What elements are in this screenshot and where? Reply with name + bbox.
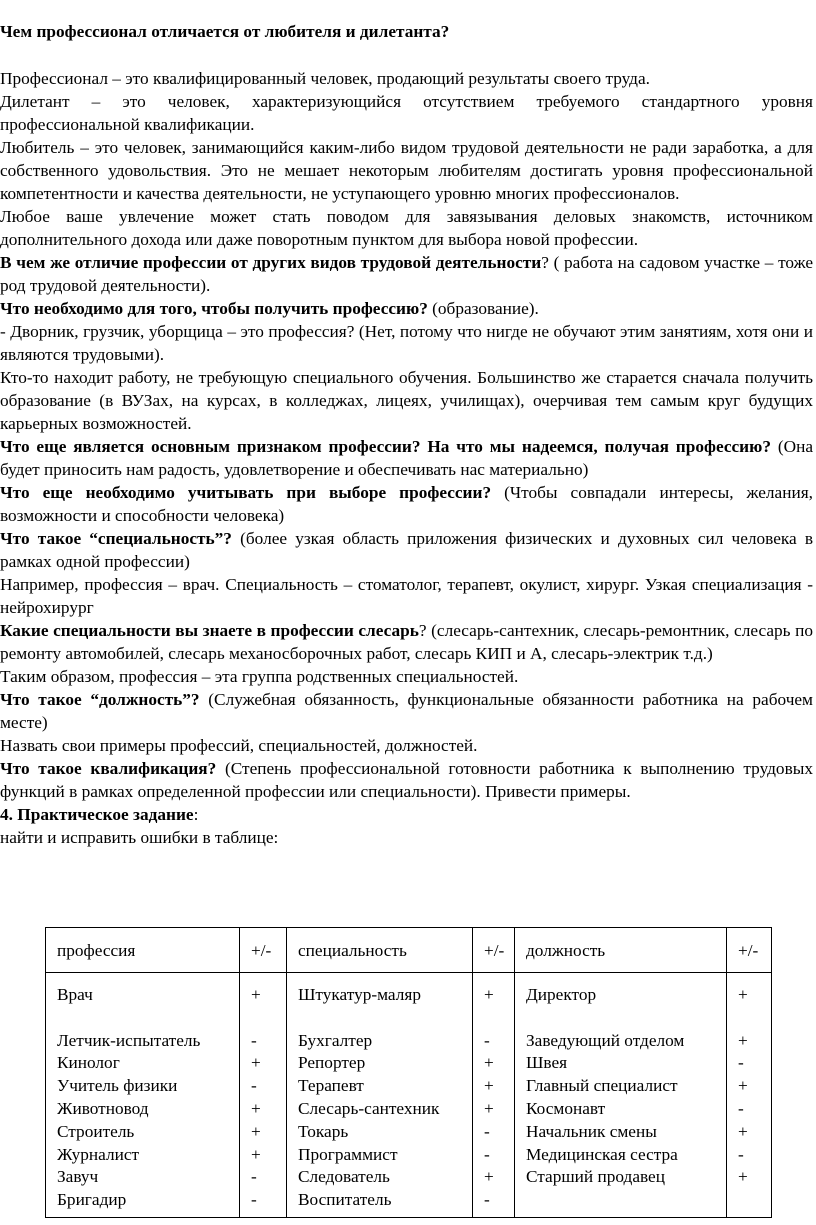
paragraph-conclusion: Таким образом, профессия – эта группа родственных специальностей. (0, 667, 519, 686)
table-mark: + (738, 1076, 748, 1096)
answer-text: (Она будет приносить нам радость, удовлетворение и обеспечивать нас материально) (0, 437, 813, 479)
table-item: Репортер (298, 1053, 366, 1073)
table-mark: + (484, 985, 494, 1004)
question-text: Какие специальности вы знаете в профессии слесарь (0, 621, 419, 640)
table-item: Бухгалтер (298, 1030, 373, 1050)
question-text: Что такое “специальность”? (0, 529, 232, 548)
answer-text: (Служебная обязанность, функциональные обязанности работника на рабочем месте) (0, 690, 813, 732)
table-mark: + (738, 985, 748, 1004)
question-qualification (0, 757, 813, 803)
paragraph-education: Кто-то находит работу, не требующую специального обучения. Большинство же старается сначала получить образование (в ВУЗах, на курсах, в колледжах, лицеях, училищах), очерчивая тем самым круг будущих карьерных возможностей. (0, 368, 813, 433)
table-mark: - (738, 1098, 744, 1118)
table-mark: + (484, 1098, 494, 1118)
paragraph-janitor: - Дворник, грузчик, уборщица – это профессия? (Нет, потому что нигде не обучают этим занятиям, хотя они и являются трудовыми). (0, 322, 813, 364)
question-text: Что необходимо для того, чтобы получить профессию? (0, 299, 428, 318)
paragraph-amateur: Любитель – это человек, занимающийся каким-либо видом трудовой деятельности не ради заработка, а для собственного удовольствия. Это не мешает некоторым любителям достигать уровня профессиональной компетентности и качества деятельности, не уступающего уровню многих профессионалов. (0, 138, 813, 203)
table-mark: - (484, 1121, 490, 1141)
table-item: Швея (526, 1053, 568, 1073)
table-item: Слесарь-сантехник (298, 1098, 440, 1118)
table-header-row (46, 928, 772, 973)
position-cell (515, 973, 727, 1218)
profession-mark-cell (240, 973, 287, 1218)
table-item: Заведующий отделом (526, 1030, 685, 1050)
table-item: Старший продавец (526, 1167, 665, 1187)
table-mark: + (251, 985, 261, 1004)
practical-task-heading (0, 803, 813, 826)
question-main-feature (0, 435, 813, 481)
answer-text: (более узкая область приложения физических и духовных сил человека в рамках одной профессии) (0, 529, 814, 571)
answer-text: (образование). (427, 299, 539, 318)
table-mark: - (484, 1144, 490, 1164)
header-mark: +/- (473, 928, 515, 973)
task-heading-colon: : (193, 805, 199, 824)
table-item: Директор (526, 985, 597, 1004)
table-item: Воспитатель (298, 1190, 392, 1210)
table-item: Следователь (298, 1167, 390, 1187)
paragraph-example-doctor: Например, профессия – врач. Специальность – стоматолог, терапевт, окулист, хирург. Узкая специализация - нейрохирург (0, 575, 813, 617)
table-mark: + (484, 1053, 494, 1073)
table-mark: + (251, 1053, 261, 1073)
table-item: Животновод (57, 1098, 149, 1118)
answer-text: (Чтобы совпадали интересы, желания, возможности и способности человека) (0, 483, 813, 525)
table-item: Строитель (57, 1121, 135, 1141)
table-item: Завуч (57, 1167, 99, 1187)
errors-table (45, 927, 772, 1218)
question-position (0, 688, 813, 734)
page-title: Чем профессионал отличается от любителя и дилетанта? (0, 22, 450, 41)
header-specialty: специальность (287, 928, 473, 973)
practical-task-instruction: найти и исправить ошибки в таблице: (0, 828, 279, 847)
table-mark: + (484, 1167, 494, 1187)
table-mark: - (251, 1190, 257, 1210)
header-position: должность (515, 928, 727, 973)
table-mark: + (251, 1144, 261, 1164)
table-item: Штукатур-маляр (298, 985, 421, 1004)
table-mark: + (251, 1121, 261, 1141)
header-mark: +/- (240, 928, 287, 973)
table-mark: - (484, 1190, 490, 1210)
table-mark: - (251, 1030, 257, 1050)
table-mark: + (251, 1098, 261, 1118)
table-item: Начальник смены (526, 1121, 657, 1141)
task-heading-text: 4. Практическое задание (0, 805, 194, 824)
answer-text: ? ( работа на садовом участке – тоже род трудовой деятельности). (0, 253, 814, 295)
table-item: Токарь (298, 1121, 349, 1141)
table-item: Бригадир (57, 1190, 127, 1210)
document-body (0, 67, 813, 849)
table-body-row (46, 973, 772, 1218)
specialty-mark-cell (473, 973, 515, 1218)
profession-cell (46, 973, 240, 1218)
question-text: Что еще является основным признаком профессии? На что мы надеемся, получая профессию? (0, 437, 771, 456)
question-text: Что такое квалификация? (0, 759, 217, 778)
table-item: Журналист (57, 1144, 140, 1164)
table-mark: + (738, 1167, 748, 1187)
paragraph-dilettante: Дилетант – это человек, характеризующийся отсутствием требуемого стандартного уровня профессиональной квалификации. (0, 92, 813, 134)
answer-text: (Степень профессиональной готовности работника к выполнению трудовых функций в рамках определенной профессии или специальности). Привести примеры. (0, 759, 813, 801)
table-item: Главный специалист (526, 1076, 678, 1096)
position-mark-cell (727, 973, 772, 1218)
question-locksmith (0, 619, 813, 665)
paragraph-examples-task: Назвать свои примеры профессий, специальностей, должностей. (0, 736, 478, 755)
question-text: Что такое “должность”? (0, 690, 200, 709)
paragraph-hobby: Любое ваше увлечение может стать поводом для завязывания деловых знакомств, источником дополнительного дохода или даже поворотным пунктом для выбора новой профессии. (0, 207, 813, 249)
table-item: Врач (57, 985, 93, 1004)
specialty-cell (287, 973, 473, 1218)
question-specialty (0, 527, 813, 573)
table-item: Космонавт (526, 1098, 606, 1118)
question-text: В чем же отличие профессии от других видов трудовой деятельности (0, 253, 542, 272)
table-mark: - (738, 1053, 744, 1073)
table-item: Медицинская сестра (526, 1144, 678, 1164)
table-mark: + (484, 1076, 494, 1096)
question-profession-difference (0, 251, 813, 297)
table-mark: + (738, 1030, 748, 1050)
table-mark: - (484, 1030, 490, 1050)
header-profession: профессия (46, 928, 240, 973)
question-choice-factors (0, 481, 813, 527)
table-mark: - (251, 1167, 257, 1187)
table-mark: - (251, 1076, 257, 1096)
answer-text: ? (слесарь-сантехник, слесарь-ремонтник, слесарь по ремонту автомобилей, слесарь механосборочных работ, слесарь КИП и А, слесарь-электрик т.д.) (0, 621, 813, 663)
header-mark: +/- (727, 928, 772, 973)
question-text: Что еще необходимо учитывать при выборе профессии? (0, 483, 492, 502)
table-item: Учитель физики (57, 1076, 178, 1096)
table-mark: - (738, 1144, 744, 1164)
table-item: Программист (298, 1144, 398, 1164)
table-item: Терапевт (298, 1076, 364, 1096)
question-get-profession (0, 297, 813, 320)
table-item: Летчик-испытатель (57, 1030, 201, 1050)
table-mark: + (738, 1121, 748, 1141)
paragraph-professional: Профессионал – это квалифицированный человек, продающий результаты своего труда. (0, 69, 650, 88)
table-item: Кинолог (57, 1053, 120, 1073)
